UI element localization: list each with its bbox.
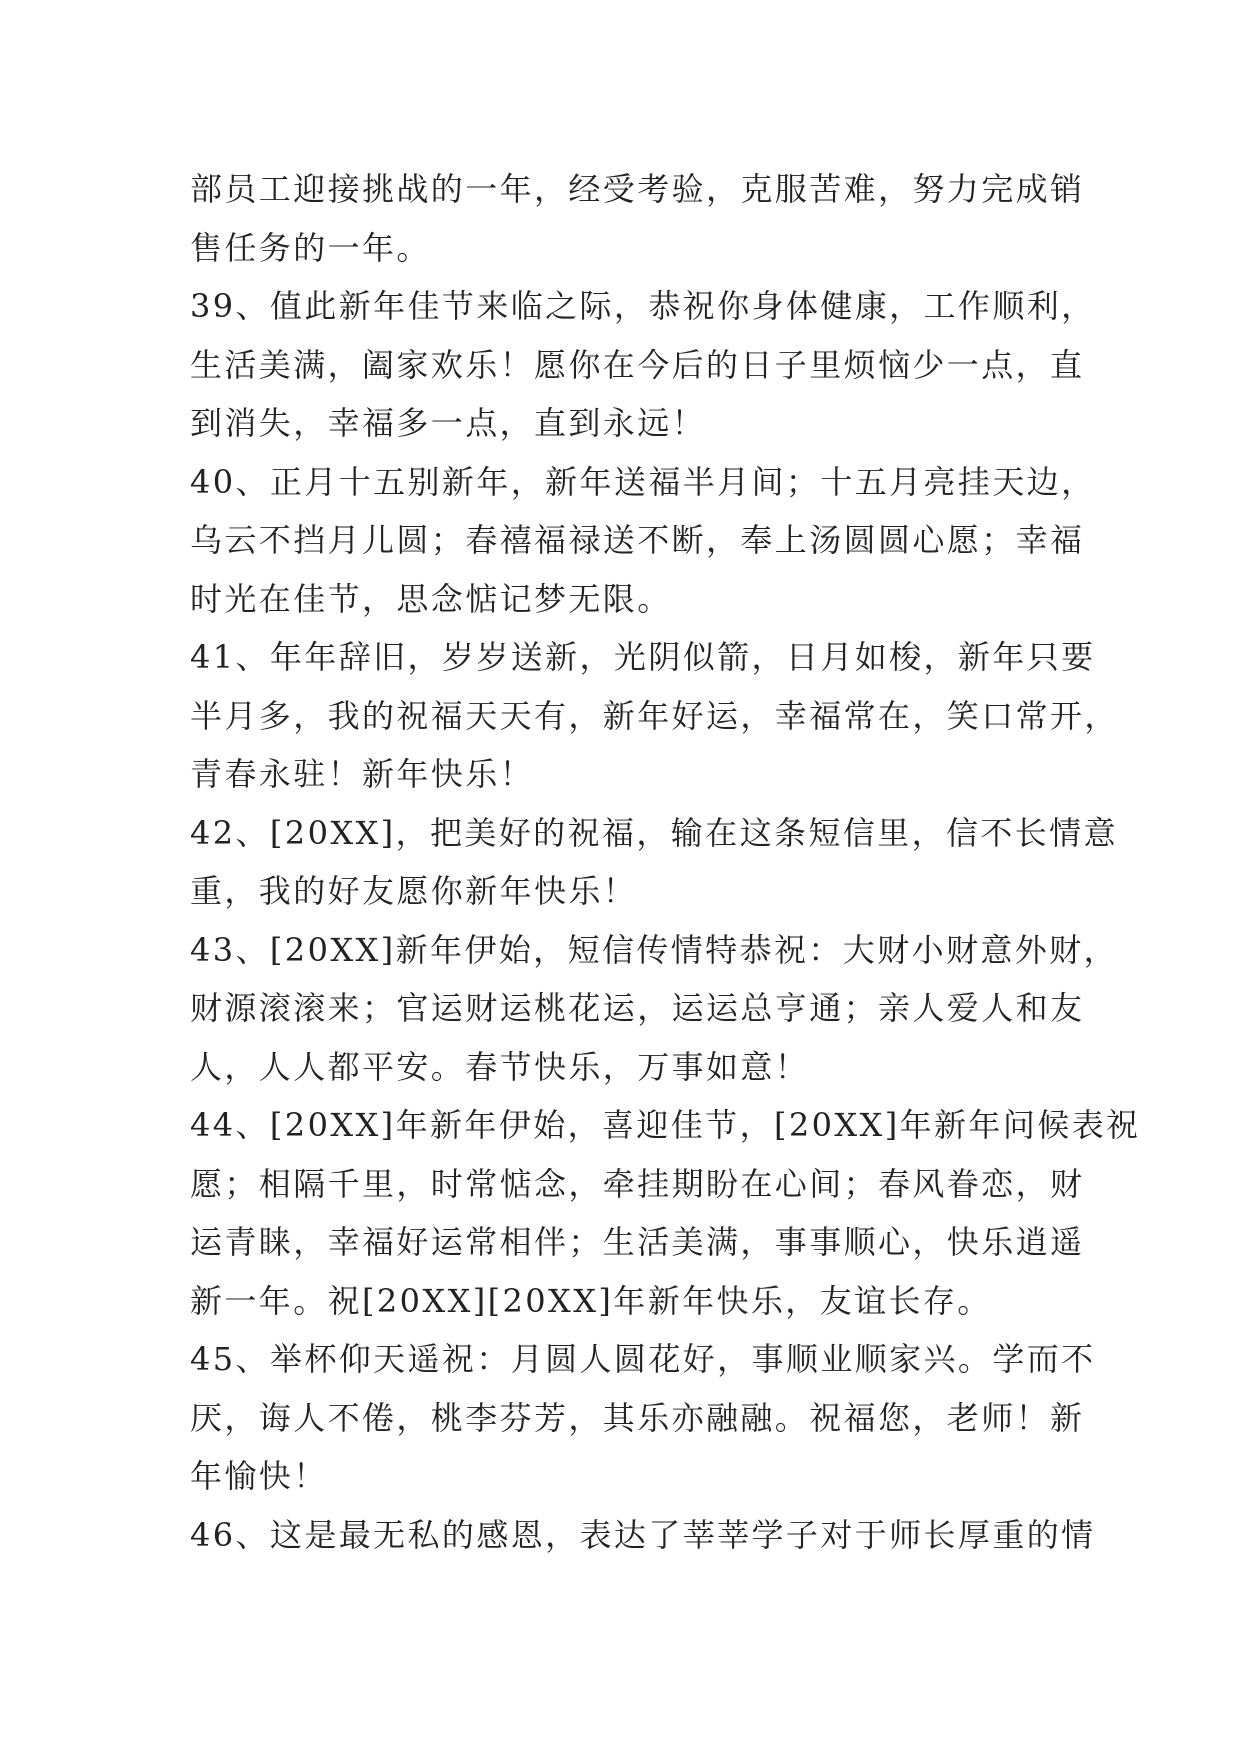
text-line: 45、举杯仰天遥祝：月圆人圆花好，事顺业顺家兴。学而不 xyxy=(190,1340,1096,1378)
text-line: 时光在佳节，思念惦记梦无限。 xyxy=(190,579,672,618)
text-line: 运青睐，幸福好运常相伴；生活美满，事事顺心，快乐逍遥 xyxy=(190,1223,1085,1261)
text-line: 40、正月十五别新年，新年送福半月间；十五月亮挂天边， xyxy=(190,462,1096,501)
text-line: 部员工迎接挑战的一年，经受考验，克服苦难，努力完成销 xyxy=(190,170,1085,208)
text-line: 生活美满，阖家欢乐！愿你在今后的日子里烦恼少一点，直 xyxy=(190,345,1085,384)
text-line: 到消失，幸福多一点，直到永远！ xyxy=(190,404,707,442)
text-line: 人，人人都平安。春节快乐，万事如意！ xyxy=(190,1047,810,1086)
text-line: 年愉快！ xyxy=(190,1457,328,1495)
text-line: 46、这是最无私的感恩，表达了莘莘学子对于师长厚重的情 xyxy=(190,1515,1096,1554)
text-line: 新一年。祝[20XX][20XX]年新年快乐，友谊长存。 xyxy=(190,1281,992,1320)
text-line: 愿；相隔千里，时常惦念，牵挂期盼在心间；春风眷恋，财 xyxy=(190,1164,1085,1203)
text-line: 42、[20XX]，把美好的祝福，输在这条短信里，信不长情意 xyxy=(190,813,1118,852)
text-line: 财源滚滚来；官运财运桃花运，运运总亨通；亲人爱人和友 xyxy=(190,989,1085,1027)
text-line: 41、年年辞旧，岁岁送新，光阴似箭，日月如梭，新年只要 xyxy=(190,638,1096,676)
text-line: 青春永驻！新年快乐！ xyxy=(190,755,535,793)
text-line: 43、[20XX]新年伊始，短信传情特恭祝：大财小财意外财， xyxy=(190,930,1118,969)
text-line: 39、值此新年佳节来临之际，恭祝你身体健康，工作顺利， xyxy=(190,287,1096,325)
text-line: 售任务的一年。 xyxy=(190,228,431,267)
document-body xyxy=(190,160,1141,1564)
text-line: 重，我的好友愿你新年快乐！ xyxy=(190,872,638,910)
text-line: 乌云不挡月儿圆；春禧福禄送不断，奉上汤圆圆心愿；幸福 xyxy=(190,521,1085,559)
text-line: 厌，诲人不倦，桃李芬芳，其乐亦融融。祝福您，老师！新 xyxy=(190,1398,1085,1437)
text-line: 半月多，我的祝福天天有，新年好运，幸福常在，笑口常开， xyxy=(190,696,1119,735)
text-line: 44、[20XX]年新年伊始，喜迎佳节，[20XX]年新年问候表祝 xyxy=(190,1106,1141,1144)
